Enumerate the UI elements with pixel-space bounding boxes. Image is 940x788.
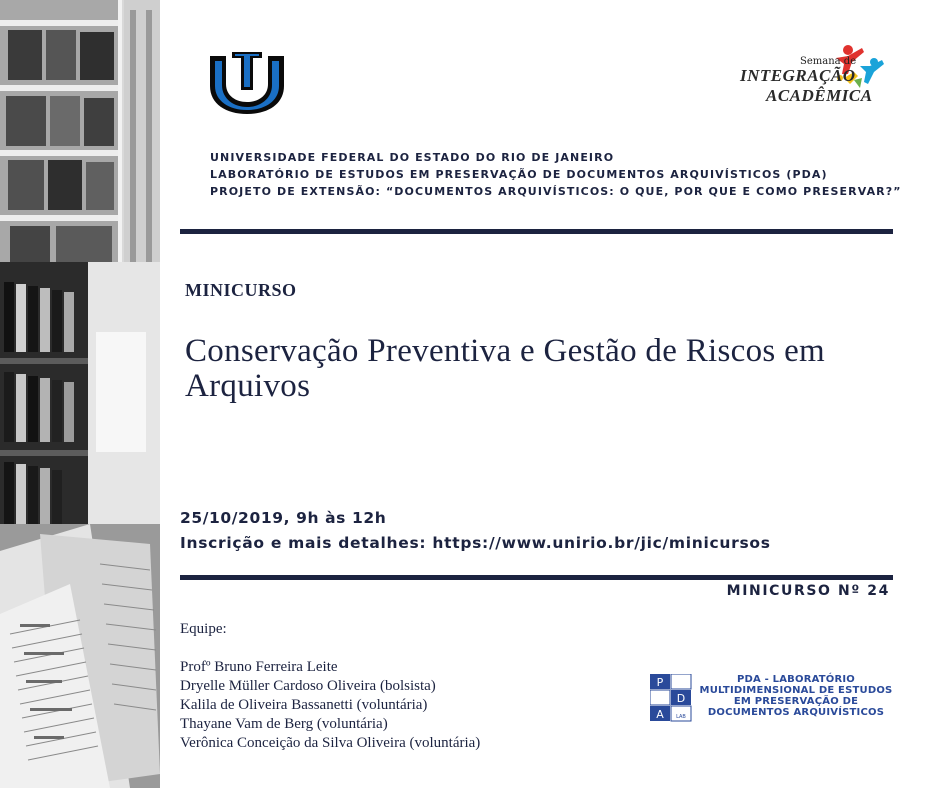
pda-text-line: DOCUMENTOS ARQUIVÍSTICOS: [707, 707, 885, 718]
document-sheets-photo: [0, 524, 160, 788]
svg-text:A: A: [656, 708, 664, 721]
pda-lab-logo: [650, 674, 692, 722]
team-member: Kalila de Oliveira Bassanetti (voluntária): [180, 697, 428, 713]
unirio-logo: [208, 50, 286, 116]
team-member: Profº Bruno Ferreira Leite: [180, 659, 338, 675]
team-list: [180, 620, 480, 753]
svg-text:P: P: [656, 676, 664, 689]
pda-lab-name: [696, 674, 896, 718]
header-line-project: PROJETO DE EXTENSÃO: “DOCUMENTOS ARQUIVÍSTICOS: O QUE, POR QUE E COMO PRESERVAR?”: [210, 185, 902, 198]
header-line-laboratory: LABORATÓRIO DE ESTUDOS EM PRESERVAÇÃO DE DOCUMENTOS ARQUIVÍSTICOS (PDA): [210, 168, 828, 181]
event-kicker: MINICURSO: [185, 280, 297, 300]
course-number: MINICURSO Nº 24: [726, 583, 890, 599]
pda-text-line: EM PRESERVAÇÃO DE: [733, 696, 859, 707]
svg-text:LAB: LAB: [676, 714, 686, 720]
pda-text-line: MULTIDIMENSIONAL DE ESTUDOS: [699, 685, 893, 696]
signup-link[interactable]: Inscrição e mais detalhes: https://www.unirio.br/jic/minicursos: [180, 534, 771, 552]
team-heading: Equipe:: [180, 621, 227, 637]
archive-shelves-photo: [0, 0, 160, 262]
team-member: Thayane Vam de Berg (voluntária): [180, 716, 388, 732]
pda-text-line: PDA - LABORATÓRIO: [736, 674, 856, 685]
team-member: Dryelle Müller Cardoso Oliveira (bolsista): [180, 678, 436, 694]
header-line-university: UNIVERSIDADE FEDERAL DO ESTADO DO RIO DE JANEIRO: [210, 151, 615, 164]
divider-bottom: [180, 575, 893, 580]
archive-boxes-photo: [0, 262, 160, 524]
svg-text:D: D: [676, 692, 686, 705]
jic-logo-line2: ACADÊMICA: [766, 86, 873, 105]
jic-logo-line1: INTEGRAÇÃO: [740, 66, 856, 85]
divider-top: [180, 229, 893, 234]
team-member: Verônica Conceição da Silva Oliveira (voluntária): [180, 735, 481, 751]
jic-logo-small-text: Semana de: [800, 56, 857, 67]
event-date: 25/10/2019, 9h às 12h: [180, 509, 387, 527]
event-title: Conservação Preventiva e Gestão de Riscos em Arquivos: [185, 333, 826, 404]
institution-header: [210, 149, 902, 200]
